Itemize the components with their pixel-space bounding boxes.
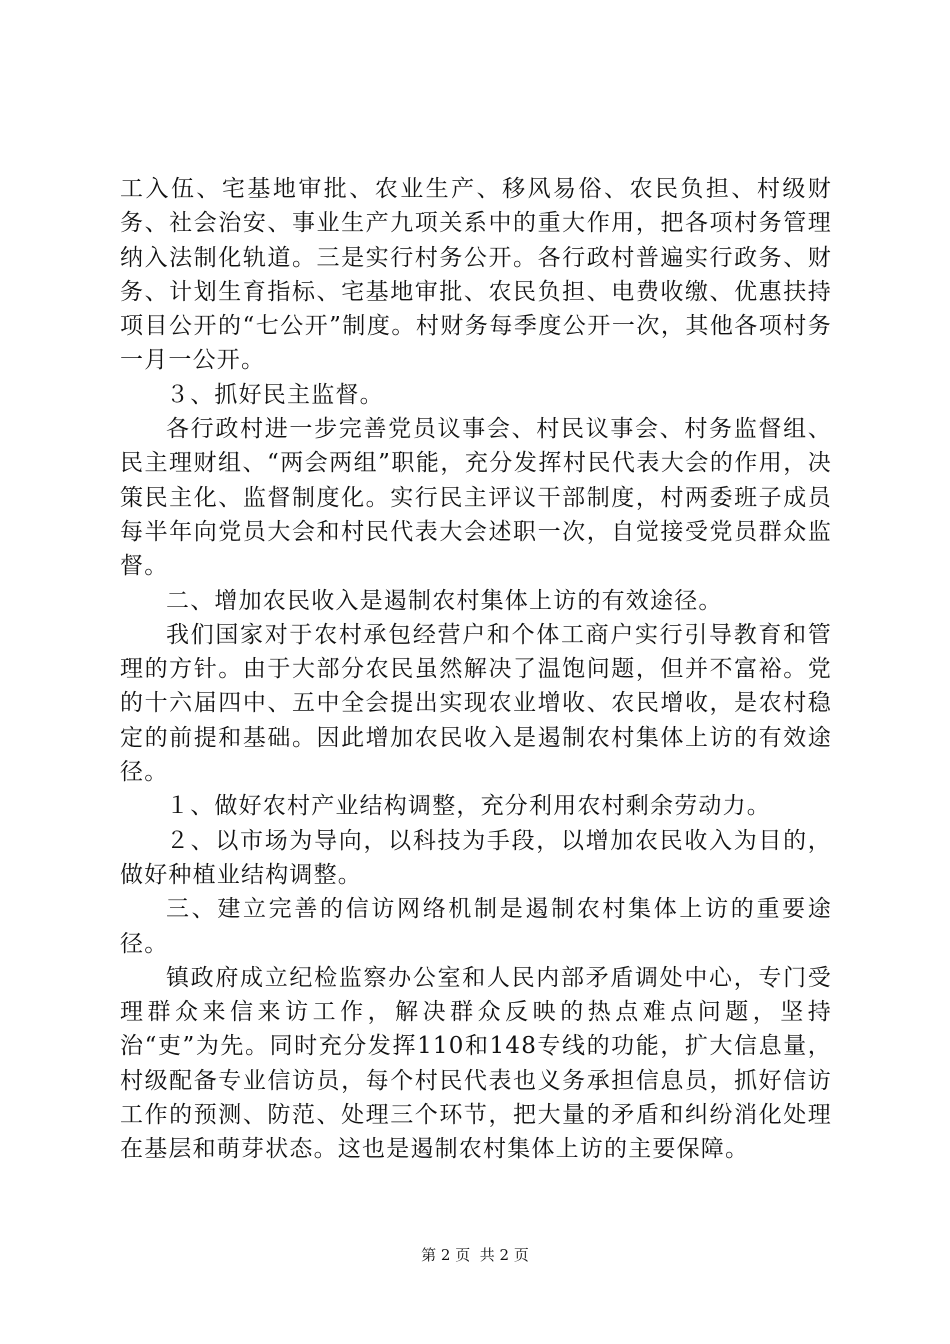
paragraph-village-affairs-disclosure: 工入伍、宅基地审批、农业生产、移风易俗、农民负担、村级财务、社会治安、事业生产九项关系中的重大作用，把各项村务管理纳入法制化轨道。三是实行村务公开。各行政村普遍实行政务、财务、计划生育指标、宅基地审批、农民负担、电费收缴、优惠扶持项目公开的“七公开”制度。村财务每季度公开一次，其他各项村务一月一公开。: [120, 176, 832, 374]
paragraph-heading-democratic-supervision: ３、抓好民主监督。: [166, 381, 384, 408]
document-body: [120, 172, 832, 1167]
paragraph-heading-petition-network: 三、建立完善的信访网络机制是遏制农村集体上访的重要途径。: [120, 896, 832, 957]
paragraph-supervision-details: 各行政村进一步完善党员议事会、村民议事会、村务监督组、民主理财组、“两会两组”职能，充分发挥村民代表大会的作用，决策民主化、监督制度化。实行民主评议干部制度，村两委班子成员每半年向党员大会和村民代表大会述职一次，自觉接受党员群众监督。: [120, 416, 832, 580]
paragraph-petition-details: 镇政府成立纪检监察办公室和人民内部矛盾调处中心，专门受理群众来信来访工作，解决群众反映的热点难点问题，坚持治“吏”为先。同时充分发挥110和148专线的功能，扩大信息量，村级配备专业信访员，每个村民代表也义务承担信息员，抓好信访工作的预测、防范、处理三个环节，把大量的矛盾和纠纷消化处理在基层和萌芽状态。这也是遏制农村集体上访的主要保障。: [120, 964, 832, 1163]
paragraph-item-planting-adjustment: ２、以市场为导向，以科技为手段，以增加农民收入为目的，做好种植业结构调整。: [120, 827, 832, 888]
paragraph-heading-increase-income: 二、增加农民收入是遏制农村集体上访的有效途径。: [166, 587, 723, 614]
page-footer: [0, 1244, 950, 1265]
paragraph-income-details: 我们国家对于农村承包经营户和个体工商户实行引导教育和管理的方针。由于大部分农民虽然解决了温饱问题，但并不富裕。党的十六届四中、五中全会提出实现农业增收、农民增收，是农村稳定的前提和基础。因此增加农民收入是遏制农村集体上访的有效途径。: [120, 621, 832, 786]
page-number-label: 第 2 页 共 2 页: [421, 1246, 529, 1264]
paragraph-item-industry-adjustment: １、做好农村产业结构调整，充分利用农村剩余劳动力。: [166, 793, 771, 820]
